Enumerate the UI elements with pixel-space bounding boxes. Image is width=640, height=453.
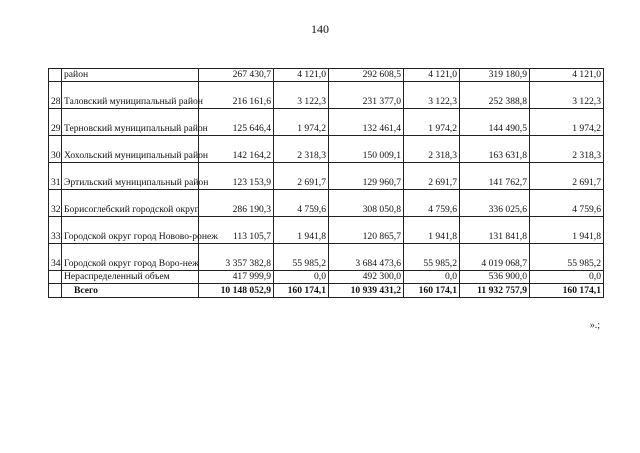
cell-value: 3 122,3	[274, 82, 329, 109]
cell-value: 55 985,2	[274, 244, 329, 271]
cell-value: 4 121,0	[404, 69, 460, 82]
cell-value: 308 050,8	[329, 190, 404, 217]
cell-value: 0,0	[530, 271, 604, 284]
cell-value: 2 318,3	[274, 136, 329, 163]
cell-value: 0,0	[404, 271, 460, 284]
cell-value: 2 318,3	[404, 136, 460, 163]
total-row	[49, 284, 604, 298]
cell-value: 125 646,4	[199, 109, 274, 136]
row-name: Таловский муниципальный район	[62, 82, 199, 109]
total-label: Всего	[62, 284, 199, 298]
cell-value: 1 941,8	[404, 217, 460, 244]
cell-value: 4 121,0	[274, 69, 329, 82]
table-row	[49, 109, 604, 136]
table-row	[49, 190, 604, 217]
cell-value: 1 974,2	[274, 109, 329, 136]
row-number: 30	[49, 136, 62, 163]
cell-value: 2 691,7	[404, 163, 460, 190]
row-number: 33	[49, 217, 62, 244]
cell-value: 231 377,0	[329, 82, 404, 109]
cell-value: 163 631,8	[460, 136, 530, 163]
cell-value: 55 985,2	[530, 244, 604, 271]
cell-value: 3 122,3	[530, 82, 604, 109]
cell-value: 131 841,8	[460, 217, 530, 244]
cell-value: 536 900,0	[460, 271, 530, 284]
row-number: 29	[49, 109, 62, 136]
cell-value: 1 974,2	[404, 109, 460, 136]
cell-value: 4 019 068,7	[460, 244, 530, 271]
cell-value: 4 121,0	[530, 69, 604, 82]
cell-value: 123 153,9	[199, 163, 274, 190]
total-value: 160 174,1	[530, 284, 604, 298]
total-value: 10 939 431,2	[329, 284, 404, 298]
cell-value: 252 388,8	[460, 82, 530, 109]
row-name: Терновский муниципальный район	[62, 109, 199, 136]
table-row	[49, 163, 604, 190]
row-number: 31	[49, 163, 62, 190]
cell-value: 3 684 473,6	[329, 244, 404, 271]
cell-value: 2 691,7	[530, 163, 604, 190]
cell-value: 3 122,3	[404, 82, 460, 109]
row-name: Городской округ город Новово-ронеж	[62, 217, 199, 244]
cell-value: 417 999,9	[199, 271, 274, 284]
cell-value: 141 762,7	[460, 163, 530, 190]
cell-value: 0,0	[274, 271, 329, 284]
cell-value: 132 461,4	[329, 109, 404, 136]
total-value: 160 174,1	[404, 284, 460, 298]
closing-quote-mark: ».;	[589, 320, 600, 331]
table-row	[49, 82, 604, 109]
table-row	[49, 217, 604, 244]
row-number	[49, 271, 62, 284]
row-number	[49, 284, 62, 298]
cell-value: 55 985,2	[404, 244, 460, 271]
row-number: 28	[49, 82, 62, 109]
cell-value: 1 974,2	[530, 109, 604, 136]
total-value: 10 148 052,9	[199, 284, 274, 298]
cell-value: 319 180,9	[460, 69, 530, 82]
total-value: 11 932 757,9	[460, 284, 530, 298]
cell-value: 4 759,6	[274, 190, 329, 217]
cell-value: 4 759,6	[404, 190, 460, 217]
row-name: Городской округ город Воро-неж	[62, 244, 199, 271]
cell-value: 267 430,7	[199, 69, 274, 82]
budget-table	[48, 68, 604, 298]
cell-value: 4 759,6	[530, 190, 604, 217]
row-number: 32	[49, 190, 62, 217]
table-row	[49, 244, 604, 271]
row-name: Борисоглебский городской округ	[62, 190, 199, 217]
page-number: 140	[311, 22, 329, 36]
row-name: Нераспределенный объем	[62, 271, 199, 284]
cell-value: 120 865,7	[329, 217, 404, 244]
row-name: Эртильский муниципальный район	[62, 163, 199, 190]
row-name: Хохольский муниципальный район	[62, 136, 199, 163]
cell-value: 292 608,5	[329, 69, 404, 82]
cell-value: 3 357 382,8	[199, 244, 274, 271]
cell-value: 150 009,1	[329, 136, 404, 163]
cell-value: 216 161,6	[199, 82, 274, 109]
row-number	[49, 69, 62, 82]
row-name: район	[62, 69, 199, 82]
cell-value: 492 300,0	[329, 271, 404, 284]
total-value: 160 174,1	[274, 284, 329, 298]
cell-value: 336 025,6	[460, 190, 530, 217]
cell-value: 144 490,5	[460, 109, 530, 136]
table-row	[49, 69, 604, 82]
row-number: 34	[49, 244, 62, 271]
cell-value: 129 960,7	[329, 163, 404, 190]
cell-value: 142 164,2	[199, 136, 274, 163]
cell-value: 2 318,3	[530, 136, 604, 163]
table-row	[49, 271, 604, 284]
cell-value: 286 190,3	[199, 190, 274, 217]
cell-value: 1 941,8	[274, 217, 329, 244]
table-row	[49, 136, 604, 163]
cell-value: 113 105,7	[199, 217, 274, 244]
cell-value: 2 691,7	[274, 163, 329, 190]
cell-value: 1 941,8	[530, 217, 604, 244]
